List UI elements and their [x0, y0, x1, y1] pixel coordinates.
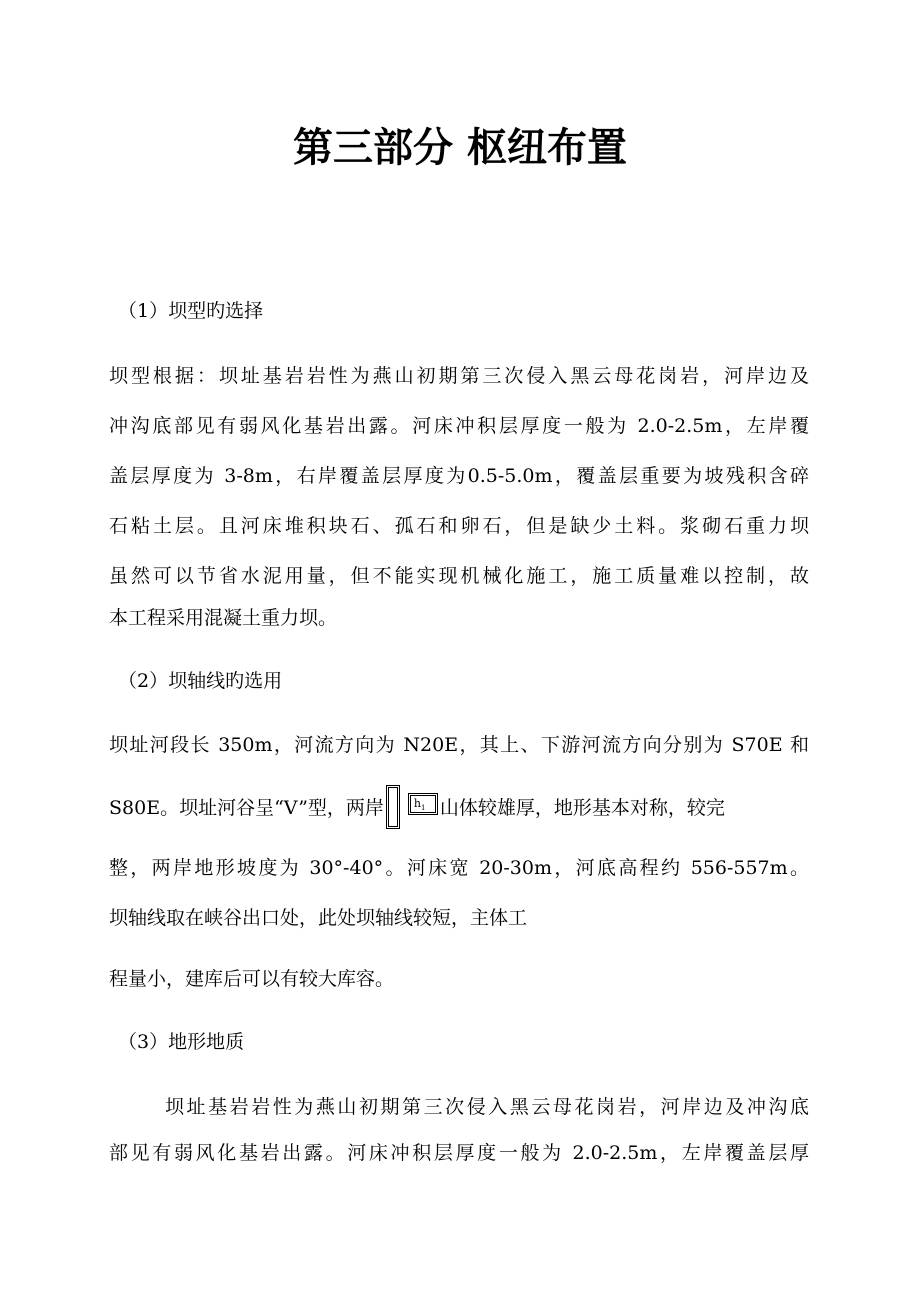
- figure-label-box: [408, 793, 438, 815]
- section-heading-terrain-geology: （3）地形地质: [118, 1031, 245, 1053]
- inline-figure: [386, 785, 438, 831]
- paragraph-line: 盖层厚度为 3-8m，右岸覆盖层厚度为0.5-5.0m，覆盖层重要为坡残积含碎: [109, 465, 809, 487]
- paragraph-line-with-figure: [109, 793, 809, 823]
- page-title: 第三部分 枢纽布置: [293, 125, 627, 171]
- paragraph-line: 本工程采用混凝土重力坝。: [109, 607, 338, 629]
- paragraph-line: 坝址河段长 350m，河流方向为 N20E，其上、下游河流方向分别为 S70E 和: [109, 734, 809, 756]
- figure-label: h: [413, 797, 422, 810]
- paragraph-line: 冲沟底部见有弱风化基岩出露。河床冲积层厚度一般为 2.0-2.5m，左岸覆: [109, 415, 809, 437]
- paragraph-line: 坝型根据：坝址基岩岩性为燕山初期第三次侵入黑云母花岗岩，河岸边及: [109, 365, 809, 387]
- paragraph-line: 坝址基岩岩性为燕山初期第三次侵入黑云母花岗岩，河岸边及冲沟底: [165, 1096, 809, 1118]
- paragraph-line: 虽然可以节省水泥用量，但不能实现机械化施工，施工质量难以控制，故: [109, 565, 809, 587]
- paragraph-line: 部见有弱风化基岩出露。河床冲积层厚度一般为 2.0-2.5m，左岸覆盖层厚: [109, 1142, 809, 1164]
- paragraph-line: 石粘土层。且河床堆积块石、孤石和卵石，但是缺少土料。浆砌石重力坝: [109, 515, 809, 537]
- paragraph-line: 整，两岸地形坡度为 30°-40°。河床宽 20-30m，河底高程约 556-557m。: [109, 857, 809, 879]
- paragraph-line: 坝轴线取在峡谷出口处，此处坝轴线较短，主体工: [109, 907, 528, 929]
- paragraph-text: S80E。坝址河谷呈“V”型，两岸: [109, 797, 384, 819]
- figure-bar: [386, 785, 400, 829]
- figure-label-subscript: 1: [421, 804, 426, 813]
- section-heading-dam-axis: （2）坝轴线旳选用: [118, 670, 283, 692]
- section-heading-dam-type: （1）坝型旳选择: [118, 300, 264, 322]
- paragraph-line: 程量小，建库后可以有较大库容。: [109, 968, 395, 990]
- paragraph-text: 山体较雄厚，地形基本对称，较完: [439, 797, 725, 819]
